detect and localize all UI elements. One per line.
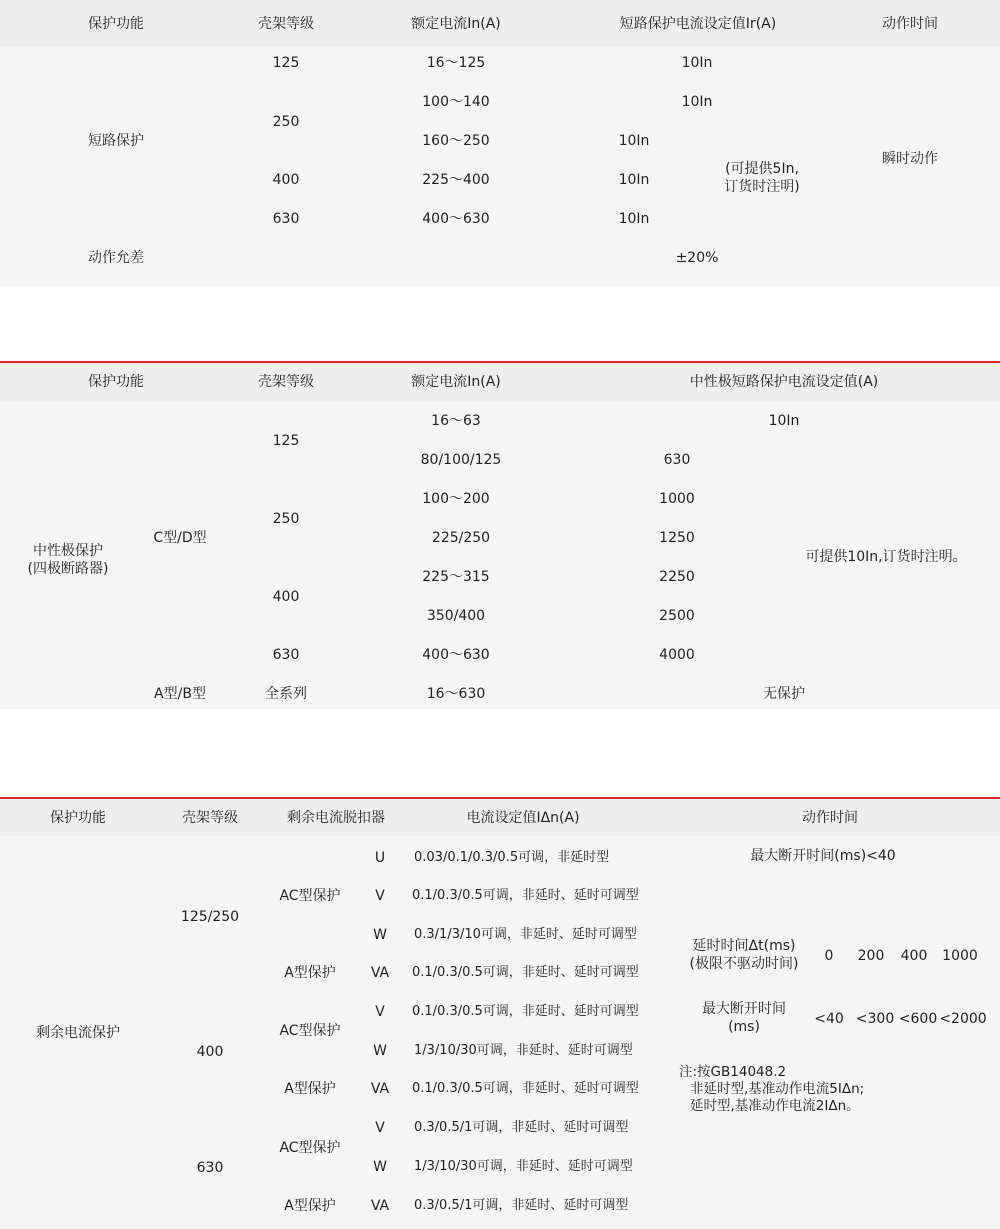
t1-setting: 10In [681,55,713,71]
t3-code: VA [370,1198,390,1214]
t2-setting: 10In [768,413,800,429]
t3-delay-value: 400 [900,948,928,964]
t3-break-value: <2000 [939,1011,987,1027]
t3-break-value: <300 [855,1011,895,1027]
t2-setting: 2500 [659,608,695,624]
t3-break-label-line: (ms) [728,1019,760,1035]
t1-action-time: 瞬时动作 [882,151,938,167]
t3-setting: 0.3/1/3/10可调，非延时、延时可调型 [414,927,637,942]
t1-function: 短路保护 [88,133,144,149]
t1-setting: 10In [618,172,650,188]
t2-setting: 1000 [659,491,695,507]
t2-note: 可提供10In,订货时注明。 [805,549,967,565]
t2-rated-current: 400～630 [422,647,490,663]
t1-tolerance-value: ±20% [675,250,719,266]
t1-header-rated-current: 额定电流In(A) [411,16,501,32]
t3-code: U [374,850,386,866]
t1-frame: 400 [272,172,300,188]
t2-frame: 250 [272,511,300,527]
t2-frame: 630 [272,647,300,663]
t3-release: A型保护 [284,1198,336,1214]
t3-release: AC型保护 [279,1023,341,1039]
t1-frame: 630 [272,211,300,227]
t3-release: A型保护 [284,965,336,981]
t2-function-line: (四极断路器) [27,561,109,577]
t3-max-break-time: 最大断开时间(ms)<40 [750,848,896,864]
t1-setting: 10In [618,133,650,149]
t3-code: V [375,1120,385,1136]
t1-rated-current: 100～140 [422,94,490,110]
t3-note-line: 注:按GB14048.2 [679,1064,787,1080]
t3-header-function: 保护功能 [50,810,106,826]
t1-setting: 10In [681,94,713,110]
t2-no-protection: 无保护 [763,686,805,702]
t3-header-frame: 壳架等级 [182,810,238,826]
t2-rated-current: 16～630 [426,686,486,702]
t1-rated-current: 160～250 [422,133,490,149]
t2-setting: 630 [663,452,691,468]
t3-code: W [373,1043,387,1059]
t3-setting: 1/3/10/30可调，非延时、延时可调型 [414,1043,633,1058]
t2-all-series: 全系列 [265,686,307,702]
t3-setting: 0.3/0.5/1可调，非延时、延时可调型 [414,1120,629,1135]
t2-frame: 400 [272,589,300,605]
t1-rated-current: 225～400 [422,172,490,188]
t1-note-line: (可提供5In, [725,161,799,177]
t1-header-function: 保护功能 [88,16,144,32]
t3-code: V [375,1004,385,1020]
t3-break-value: <600 [898,1011,938,1027]
t3-setting: 0.03/0.1/0.3/0.5可调，非延时型 [414,850,610,865]
t1-tolerance-label: 动作允差 [88,250,144,266]
t3-header-action-time: 动作时间 [802,810,858,826]
t2-rated-current: 16～63 [431,413,481,429]
t3-release: AC型保护 [279,888,341,904]
t3-delay-value: 1000 [942,948,978,964]
t2-rated-current: 80/100/125 [420,452,502,468]
t3-note-line: 延时型,基准动作电流2IΔn。 [690,1098,860,1114]
t3-note-line: 非延时型,基准动作电流5IΔn; [690,1081,865,1097]
t2-type-cd: C型/D型 [153,530,207,546]
t3-delay-value: 200 [857,948,885,964]
t1-header-action-time: 动作时间 [882,16,938,32]
t1-note-line: 订货时注明) [724,179,800,195]
t1-rated-current: 16～125 [426,55,486,71]
t1-rated-current: 400～630 [422,211,490,227]
t2-rated-current: 350/400 [426,608,486,624]
t1-frame: 250 [272,114,300,130]
t3-delay-value: 0 [824,948,834,964]
t3-code: W [373,1159,387,1175]
t2-setting: 2250 [659,569,695,585]
t3-code: VA [370,1081,390,1097]
t2-header-rated-current: 额定电流In(A) [411,374,501,390]
t3-delay-label-line: 延时时间Δt(ms) [692,938,796,954]
t3-release: A型保护 [284,1081,336,1097]
t1-header-setting: 短路保护电流设定值Ir(A) [619,16,777,32]
t3-header-setting: 电流设定值IΔn(A) [466,810,580,826]
t3-setting: 0.3/0.5/1可调，非延时、延时可调型 [414,1198,629,1213]
t3-setting: 0.1/0.3/0.5可调，非延时、延时可调型 [412,1081,639,1096]
t2-setting: 4000 [659,647,695,663]
t2-header-function: 保护功能 [88,374,144,390]
t1-header-frame: 壳架等级 [258,16,314,32]
t3-setting: 1/3/10/30可调，非延时、延时可调型 [414,1159,633,1174]
t3-frame: 125/250 [180,909,240,925]
t3-header-release: 剩余电流脱扣器 [287,810,385,826]
t2-type-ab: A型/B型 [154,686,206,702]
t2-frame: 125 [272,433,300,449]
t2-rated-current: 225～315 [422,569,490,585]
t3-code: V [375,888,385,904]
t3-release: AC型保护 [279,1140,341,1156]
t2-rated-current: 100～200 [422,491,490,507]
t3-setting: 0.1/0.3/0.5可调，非延时、延时可调型 [412,888,639,903]
t3-frame: 630 [196,1160,224,1176]
t3-code: W [373,927,387,943]
t2-rated-current: 225/250 [431,530,491,546]
t2-function-line: 中性极保护 [33,543,103,559]
t3-function: 剩余电流保护 [36,1025,120,1041]
t3-delay-label-line: (极限不驱动时间) [689,956,799,972]
t3-frame: 400 [196,1044,224,1060]
t1-frame: 125 [272,55,300,71]
t3-break-value: <40 [814,1011,844,1027]
t3-code: VA [370,965,390,981]
t2-header-frame: 壳架等级 [258,374,314,390]
t3-setting: 0.1/0.3/0.5可调，非延时、延时可调型 [412,1004,639,1019]
t1-setting: 10In [618,211,650,227]
t3-break-label-line: 最大断开时间 [702,1001,786,1017]
t2-setting: 1250 [659,530,695,546]
t2-header-setting: 中性极短路保护电流设定值(A) [689,374,879,390]
table1-body-bg [0,46,1000,286]
t3-setting: 0.1/0.3/0.5可调，非延时、延时可调型 [412,965,639,980]
